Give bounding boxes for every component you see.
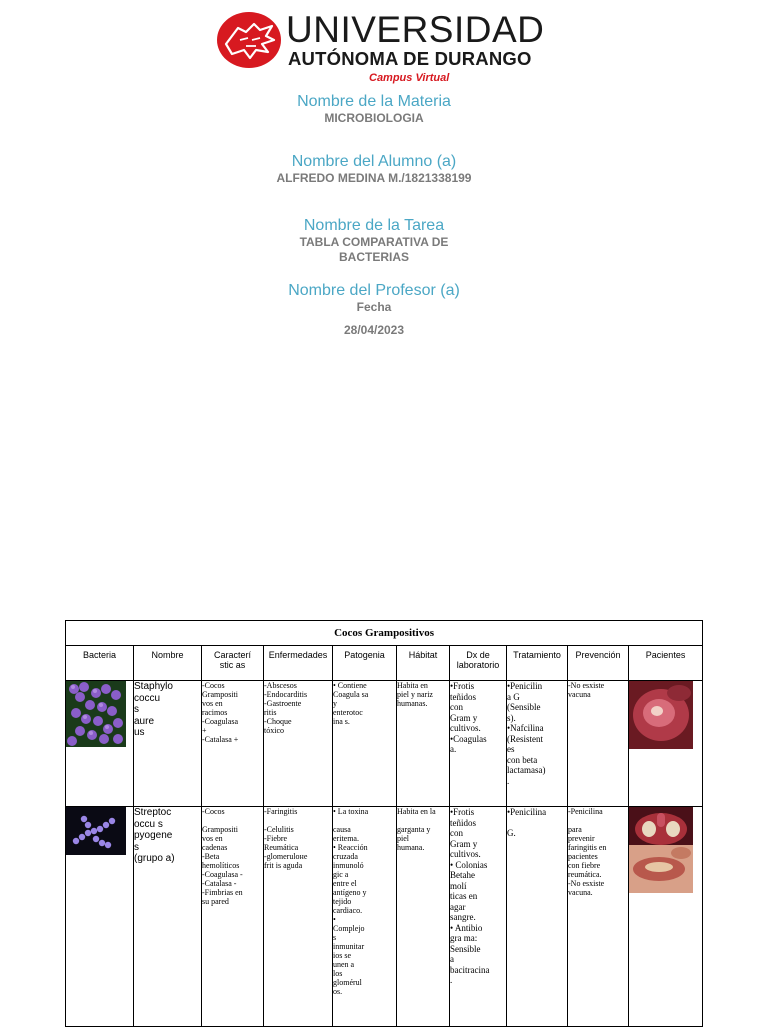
header-pacientes: Pacientes: [629, 646, 703, 681]
table-header-row: [66, 646, 703, 681]
header-patogenia: Patogenia: [333, 646, 397, 681]
alumno-label: Nombre del Alumno (a): [291, 153, 457, 170]
materia-value: MICROBIOLOGIA: [324, 111, 424, 125]
row1-dx: •Frotis teñidos con Gram y cultivos. •Coagulas a.: [450, 681, 507, 807]
row2-enfermedades: -Faringitis -Celulitis -Fiebre Reumática -glomeruloне frit is aguda: [264, 807, 333, 1027]
header-habitat: Hábitat: [397, 646, 450, 681]
row1-patogenia: • Contiene Coagula sa y enterotoc ina s.: [333, 681, 397, 807]
row2-prevencion: -Penicilina para prevenir faringitis en pacientes con fiebre reumática. -No esxiste vacuna.: [568, 807, 629, 1027]
header-dx: Dx de laboratorio: [450, 646, 507, 681]
university-logo: [216, 9, 546, 84]
wolf-head-icon: [216, 10, 282, 70]
profesor-block: [0, 281, 748, 315]
pharyngitis-photo-image: [629, 807, 693, 845]
skin-abscess-photo-image: [629, 681, 693, 749]
streptococcus-micrograph-image: [66, 807, 126, 855]
logo-subtitle: AUTÓNOMA DE DURANGO: [288, 48, 532, 69]
bacteria-image-cell: [66, 807, 134, 1027]
fecha-label: Fecha: [356, 300, 392, 314]
skin-infection-photo-image: [629, 845, 693, 893]
staphylococcus-micrograph-image: [66, 681, 126, 747]
row2-nombre: Streptoc occu s pyogene s (grupo a): [134, 807, 202, 1027]
table-row: [66, 807, 703, 1027]
header-prevencion: Prevención: [568, 646, 629, 681]
row1-tratamiento: •Penicilin a G (Sensible s). •Nafcilina (Resistent es con beta lactamasa) .: [507, 681, 568, 807]
patient-image-cell: [629, 681, 703, 807]
patient-image-cell: [629, 807, 703, 1027]
header-caracteristicas: Caracterí stic as: [202, 646, 264, 681]
tarea-value-1: TABLA COMPARATIVA DE: [299, 235, 449, 249]
header-nombre: Nombre: [134, 646, 202, 681]
fecha-block: [0, 323, 748, 338]
header-enfermedades: Enfermedades: [264, 646, 333, 681]
row1-caracteristicas: -Cocos Grampositi vos en racimos -Coagulasa + -Catalasa +: [202, 681, 264, 807]
table-row: [66, 681, 703, 807]
row2-dx: •Frotis teñidos con Gram y cultivos. • Colonias Betahe molí ticas en agar sangre. • Antibio gra ma: Sensible a bacitracina .: [450, 807, 507, 1027]
alumno-block: [0, 152, 748, 186]
tarea-value-2: BACTERIAS: [338, 250, 409, 264]
bacteria-image-cell: [66, 681, 134, 807]
materia-label: Nombre de la Materia: [297, 93, 451, 110]
tarea-label: Nombre de la Tarea: [303, 217, 445, 234]
row2-habitat: Habita en la garganta y piel humana.: [397, 807, 450, 1027]
row1-prevencion: -No esxiste vacuna: [568, 681, 629, 807]
alumno-value: ALFREDO MEDINA M./1821338199: [276, 171, 472, 185]
table-caption: Cocos Grampositivos: [66, 621, 703, 646]
materia-block: [0, 92, 748, 126]
header-bacteria: Bacteria: [66, 646, 134, 681]
logo-title: UNIVERSIDAD: [286, 9, 545, 50]
fecha-value: 28/04/2023: [343, 323, 405, 337]
row1-nombre: Staphylo coccu s aure us: [134, 681, 202, 807]
row1-habitat: Habita en piel y nariz humanas.: [397, 681, 450, 807]
row2-caracteristicas: -Cocos Grampositi vos en cadenas -Beta hemolíticos -Coagulasa - -Catalasa - -Fimbrias en su pared: [202, 807, 264, 1027]
logo-campus: Campus Virtual: [369, 72, 450, 84]
header-tratamiento: Tratamiento: [507, 646, 568, 681]
bacteria-comparison-table: [65, 620, 703, 1027]
row1-enfermedades: -Abscesos -Endocarditis -Gastroente ritis -Choque tóxico: [264, 681, 333, 807]
profesor-label: Nombre del Profesor (a): [288, 282, 460, 299]
row2-patogenia: • La toxina causa eritema. • Reacción cruzada inmunoló gic a entre el antígeno y tejido cardiaco. • Complejo s inmunitar ios se unen a los glomérul os.: [333, 807, 397, 1027]
row2-tratamiento: •Penicilina G.: [507, 807, 568, 1027]
tarea-block: [0, 216, 748, 265]
